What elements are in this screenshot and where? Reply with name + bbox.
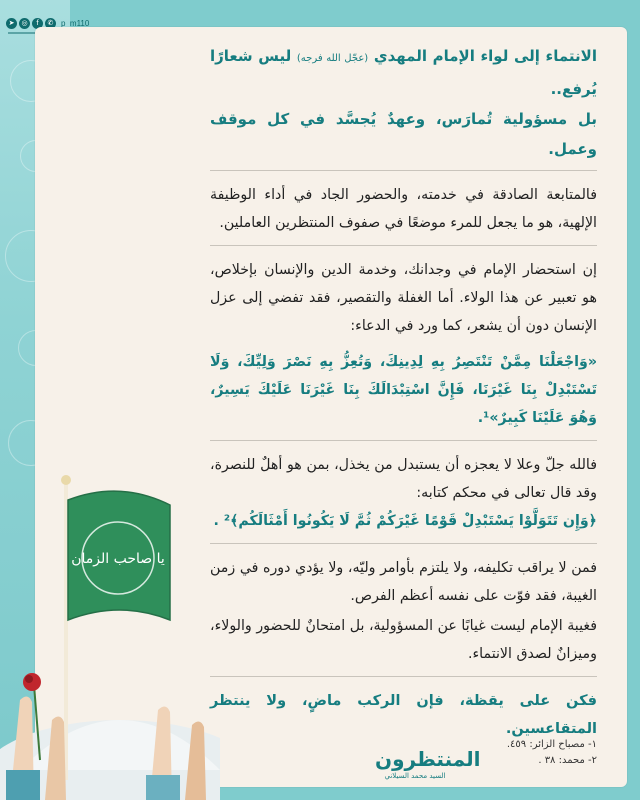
flag-calligraphy: يا صاحب الزمان [71, 551, 165, 567]
divider [210, 245, 597, 246]
paragraph-2: إن استحضار الإمام في وجدانك، وخدمة الدين والإنسان بإخلاص، هو تعبير عن هذا الولاء. أما الغفلة والتقصير، فقد تفضي إلى عزل الإنسان دون أن يشعر، كما ورد في الدعاء: [210, 262, 597, 334]
divider [210, 170, 597, 171]
headline-line1-after: ليس شعارًا يُرفع.. [210, 47, 597, 98]
divider [210, 440, 597, 441]
headline-honorific: (عجّل الله فرجه) [296, 53, 369, 64]
footnote-2: ٢- محمد: ٣٨ . [538, 755, 597, 766]
shrine-flag-illustration [0, 470, 220, 800]
paragraph-3: فالله جلّ وعلا لا يعجزه أن يستبدل من يخذل، بمن هو أهلٌ للنصرة، وقد قال تعالى في محكم كتابه: [210, 457, 597, 501]
instagram-icon[interactable]: ◎ [19, 18, 30, 29]
brand-subtitle: السيد محمد السيلاني [384, 772, 446, 780]
facebook-icon[interactable]: f [32, 18, 43, 29]
closing-line: فكن على يقظة، فإن الركب ماضٍ، ولا ينتظر المتقاعسين. [210, 693, 597, 737]
divider [210, 676, 597, 677]
headline-line1-before: الانتماء إلى لواء الإمام المهدي [373, 47, 597, 65]
headline [210, 41, 597, 164]
whatsapp-icon[interactable]: ✆ [45, 18, 56, 29]
paragraph-5: فغيبة الإمام ليست غيابًا عن المسؤولية، بل امتحانٌ للحضور والولاء، وميزانٌ لصدق الانتماء. [210, 618, 597, 662]
social-handle[interactable]: p_m110 [61, 18, 90, 28]
telegram-icon[interactable]: ➤ [6, 18, 17, 29]
paragraph-4: فمن لا يراقب تكليفه، ولا يلتزم بأوامر وليّه، ولا يؤدي دوره في زمن الغيبة، فقد فوّت على نفسه أعظم الفرص. [210, 560, 597, 604]
article-body [210, 41, 597, 743]
brand-name: المنتظرون [375, 747, 481, 771]
brand-logo [375, 747, 481, 791]
footnote-1: ١- مصباح الزائر: ٤٥٩. [506, 739, 597, 750]
divider [210, 543, 597, 544]
headline-line2: بل مسؤولية تُمارَس، وعهدٌ يُجسَّد في كل موقف وعمل. [210, 110, 597, 158]
green-flag [68, 491, 170, 620]
quran-quote: ﴿وَإِن تَتَوَلَّوْا يَسْتَبْدِلْ قَوْمًا غَيْرَكُمْ ثُمَّ لَا يَكُونُوا أَمْثَالَكُم﴾² . [213, 513, 597, 529]
paragraph-1: فالمتابعة الصادقة في خدمته، والحضور الجاد في أداء الوظيفة الإلهية، هو ما يجعل للمرء موضعًا في صفوف المنتظرين العاملين. [210, 187, 597, 231]
dua-quote: «وَاجْعَلْنَا مِمَّنْ تَنْتَصِرُ بِهِ لِدِينِكَ، وَتُعِزُّ بِهِ نَصْرَ وَلِيِّكَ، وَلَا تَسْتَبْدِلْ بِنَا غَيْرَنَا، فَإِنَّ اسْتِبْدَالَكَ بِنَا غَيْرَنَا عَلَيْكَ يَسِيرٌ، وَهُوَ عَلَيْنَا كَبِيرٌ»¹. [210, 354, 597, 426]
